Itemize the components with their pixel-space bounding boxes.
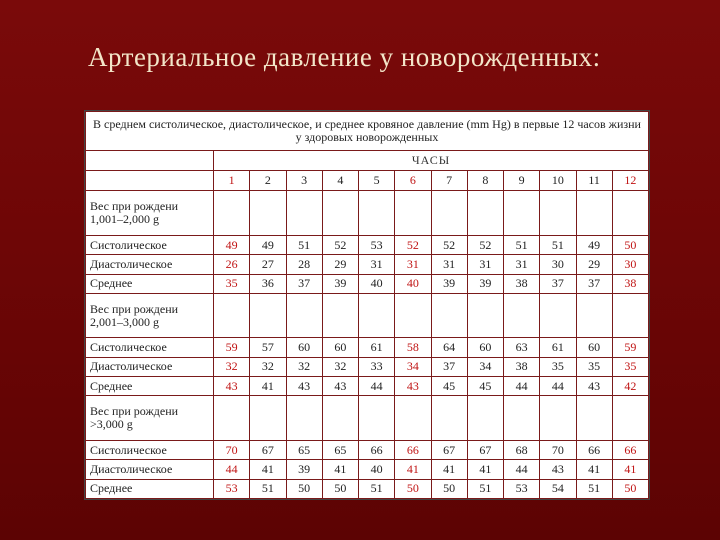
- hour-header-cell: 6: [395, 170, 431, 190]
- weight-group-label: Вес при рождени 1,001–2,000 g: [86, 191, 214, 236]
- value-cell: 38: [612, 274, 648, 293]
- hour-header-cell: 7: [431, 170, 467, 190]
- empty-cell: [322, 396, 358, 441]
- empty-cell: [431, 191, 467, 236]
- hour-header-cell: 5: [359, 170, 395, 190]
- value-cell: 42: [612, 377, 648, 396]
- value-cell: 30: [612, 255, 648, 274]
- value-cell: 32: [322, 357, 358, 376]
- empty-cell: [359, 396, 395, 441]
- value-cell: 39: [467, 274, 503, 293]
- value-cell: 51: [359, 479, 395, 498]
- empty-cell: [504, 396, 540, 441]
- hour-header-cell: 12: [612, 170, 648, 190]
- value-cell: 43: [214, 377, 250, 396]
- value-cell: 38: [504, 357, 540, 376]
- value-cell: 60: [467, 338, 503, 357]
- value-cell: 32: [214, 357, 250, 376]
- empty-cell: [576, 293, 612, 338]
- value-cell: 31: [359, 255, 395, 274]
- empty-cell: [359, 293, 395, 338]
- empty-cell: [431, 396, 467, 441]
- value-cell: 53: [359, 235, 395, 254]
- value-cell: 49: [250, 235, 286, 254]
- value-cell: 68: [504, 441, 540, 460]
- table-row: [86, 479, 649, 498]
- row-label: Систолическое: [86, 338, 214, 357]
- empty-cell: [395, 293, 431, 338]
- value-cell: 41: [322, 460, 358, 479]
- value-cell: 30: [540, 255, 576, 274]
- value-cell: 37: [431, 357, 467, 376]
- value-cell: 52: [467, 235, 503, 254]
- empty-cell: [286, 396, 322, 441]
- weight-group-label: Вес при рождени >3,000 g: [86, 396, 214, 441]
- value-cell: 31: [431, 255, 467, 274]
- value-cell: 61: [540, 338, 576, 357]
- empty-cell: [467, 293, 503, 338]
- empty-cell: [540, 293, 576, 338]
- value-cell: 38: [504, 274, 540, 293]
- value-cell: 52: [431, 235, 467, 254]
- value-cell: 63: [504, 338, 540, 357]
- empty-cell: [359, 191, 395, 236]
- table-row: [86, 357, 649, 376]
- value-cell: 41: [576, 460, 612, 479]
- row-label: Среднее: [86, 377, 214, 396]
- value-cell: 41: [431, 460, 467, 479]
- weight-group-row: [86, 191, 649, 236]
- empty-cell: [612, 293, 648, 338]
- value-cell: 66: [576, 441, 612, 460]
- value-cell: 44: [504, 460, 540, 479]
- hour-header-cell: 2: [250, 170, 286, 190]
- value-cell: 36: [250, 274, 286, 293]
- hours-row-empty-cell: [86, 170, 214, 190]
- hour-header-cell: 4: [322, 170, 358, 190]
- value-cell: 34: [467, 357, 503, 376]
- value-cell: 70: [540, 441, 576, 460]
- weight-group-label: Вес при рождени 2,001–3,000 g: [86, 293, 214, 338]
- value-cell: 39: [286, 460, 322, 479]
- empty-cell: [504, 293, 540, 338]
- value-cell: 50: [612, 235, 648, 254]
- value-cell: 27: [250, 255, 286, 274]
- value-cell: 34: [395, 357, 431, 376]
- value-cell: 40: [359, 460, 395, 479]
- value-cell: 37: [576, 274, 612, 293]
- empty-cell: [540, 191, 576, 236]
- value-cell: 40: [395, 274, 431, 293]
- value-cell: 45: [467, 377, 503, 396]
- row-label: Среднее: [86, 274, 214, 293]
- row-label: Диастолическое: [86, 460, 214, 479]
- value-cell: 51: [250, 479, 286, 498]
- value-cell: 67: [431, 441, 467, 460]
- slide-title: Артериальное давление у новорожденных:: [88, 42, 601, 72]
- value-cell: 41: [250, 377, 286, 396]
- value-cell: 39: [431, 274, 467, 293]
- row-label: Систолическое: [86, 235, 214, 254]
- value-cell: 45: [431, 377, 467, 396]
- value-cell: 51: [576, 479, 612, 498]
- value-cell: 50: [612, 479, 648, 498]
- value-cell: 43: [576, 377, 612, 396]
- value-cell: 66: [359, 441, 395, 460]
- value-cell: 26: [214, 255, 250, 274]
- value-cell: 58: [395, 338, 431, 357]
- weight-group-row: [86, 396, 649, 441]
- value-cell: 40: [359, 274, 395, 293]
- value-cell: 51: [540, 235, 576, 254]
- value-cell: 31: [395, 255, 431, 274]
- row-label: Диастолическое: [86, 357, 214, 376]
- value-cell: 44: [504, 377, 540, 396]
- weight-group-row: [86, 293, 649, 338]
- value-cell: 41: [612, 460, 648, 479]
- value-cell: 51: [504, 235, 540, 254]
- value-cell: 29: [322, 255, 358, 274]
- value-cell: 59: [214, 338, 250, 357]
- value-cell: 39: [322, 274, 358, 293]
- header-empty-cell: [86, 150, 214, 170]
- table-row: [86, 460, 649, 479]
- value-cell: 31: [467, 255, 503, 274]
- value-cell: 52: [395, 235, 431, 254]
- row-label: Среднее: [86, 479, 214, 498]
- value-cell: 60: [286, 338, 322, 357]
- value-cell: 35: [612, 357, 648, 376]
- row-label: Систолическое: [86, 441, 214, 460]
- empty-cell: [612, 191, 648, 236]
- table-row: [86, 377, 649, 396]
- value-cell: 32: [250, 357, 286, 376]
- value-cell: 65: [286, 441, 322, 460]
- hour-header-cell: 1: [214, 170, 250, 190]
- value-cell: 66: [395, 441, 431, 460]
- hours-header: ЧАСЫ: [214, 150, 649, 170]
- hour-header-cell: 8: [467, 170, 503, 190]
- empty-cell: [576, 191, 612, 236]
- value-cell: 49: [214, 235, 250, 254]
- value-cell: 50: [286, 479, 322, 498]
- empty-cell: [250, 293, 286, 338]
- empty-cell: [431, 293, 467, 338]
- empty-cell: [250, 191, 286, 236]
- value-cell: 35: [214, 274, 250, 293]
- empty-cell: [467, 191, 503, 236]
- empty-cell: [214, 396, 250, 441]
- value-cell: 53: [504, 479, 540, 498]
- empty-cell: [250, 396, 286, 441]
- hour-header-cell: 9: [504, 170, 540, 190]
- value-cell: 57: [250, 338, 286, 357]
- empty-cell: [540, 396, 576, 441]
- value-cell: 32: [286, 357, 322, 376]
- empty-cell: [612, 396, 648, 441]
- empty-cell: [504, 191, 540, 236]
- value-cell: 41: [395, 460, 431, 479]
- value-cell: 51: [467, 479, 503, 498]
- value-cell: 60: [576, 338, 612, 357]
- value-cell: 64: [431, 338, 467, 357]
- value-cell: 67: [250, 441, 286, 460]
- value-cell: 41: [250, 460, 286, 479]
- hour-header-cell: 10: [540, 170, 576, 190]
- blood-pressure-table: [85, 111, 649, 499]
- value-cell: 70: [214, 441, 250, 460]
- value-cell: 50: [395, 479, 431, 498]
- empty-cell: [395, 191, 431, 236]
- empty-cell: [214, 293, 250, 338]
- value-cell: 44: [540, 377, 576, 396]
- value-cell: 43: [540, 460, 576, 479]
- table-row: [86, 441, 649, 460]
- table-row: [86, 274, 649, 293]
- value-cell: 50: [322, 479, 358, 498]
- value-cell: 35: [576, 357, 612, 376]
- empty-cell: [322, 293, 358, 338]
- empty-cell: [214, 191, 250, 236]
- value-cell: 37: [286, 274, 322, 293]
- value-cell: 59: [612, 338, 648, 357]
- empty-cell: [576, 396, 612, 441]
- value-cell: 66: [612, 441, 648, 460]
- value-cell: 54: [540, 479, 576, 498]
- value-cell: 44: [359, 377, 395, 396]
- value-cell: 29: [576, 255, 612, 274]
- value-cell: 43: [395, 377, 431, 396]
- value-cell: 33: [359, 357, 395, 376]
- value-cell: 65: [322, 441, 358, 460]
- value-cell: 28: [286, 255, 322, 274]
- empty-cell: [467, 396, 503, 441]
- table-caption: В среднем систолическое, диастолическое, и среднее кровяное давление (mm Hg) в первые 12 часов жизни у здоровых новорожденных: [86, 112, 649, 151]
- value-cell: 67: [467, 441, 503, 460]
- hour-header-cell: 11: [576, 170, 612, 190]
- hour-header-cell: 3: [286, 170, 322, 190]
- value-cell: 35: [540, 357, 576, 376]
- value-cell: 60: [322, 338, 358, 357]
- value-cell: 49: [576, 235, 612, 254]
- value-cell: 53: [214, 479, 250, 498]
- value-cell: 51: [286, 235, 322, 254]
- value-cell: 44: [214, 460, 250, 479]
- table-row: [86, 338, 649, 357]
- row-label: Диастолическое: [86, 255, 214, 274]
- empty-cell: [286, 293, 322, 338]
- empty-cell: [395, 396, 431, 441]
- empty-cell: [286, 191, 322, 236]
- table-row: [86, 255, 649, 274]
- value-cell: 31: [504, 255, 540, 274]
- value-cell: 50: [431, 479, 467, 498]
- value-cell: 43: [286, 377, 322, 396]
- empty-cell: [322, 191, 358, 236]
- table-row: [86, 235, 649, 254]
- value-cell: 37: [540, 274, 576, 293]
- bp-table-container: [84, 110, 650, 500]
- value-cell: 61: [359, 338, 395, 357]
- value-cell: 41: [467, 460, 503, 479]
- value-cell: 43: [322, 377, 358, 396]
- value-cell: 52: [322, 235, 358, 254]
